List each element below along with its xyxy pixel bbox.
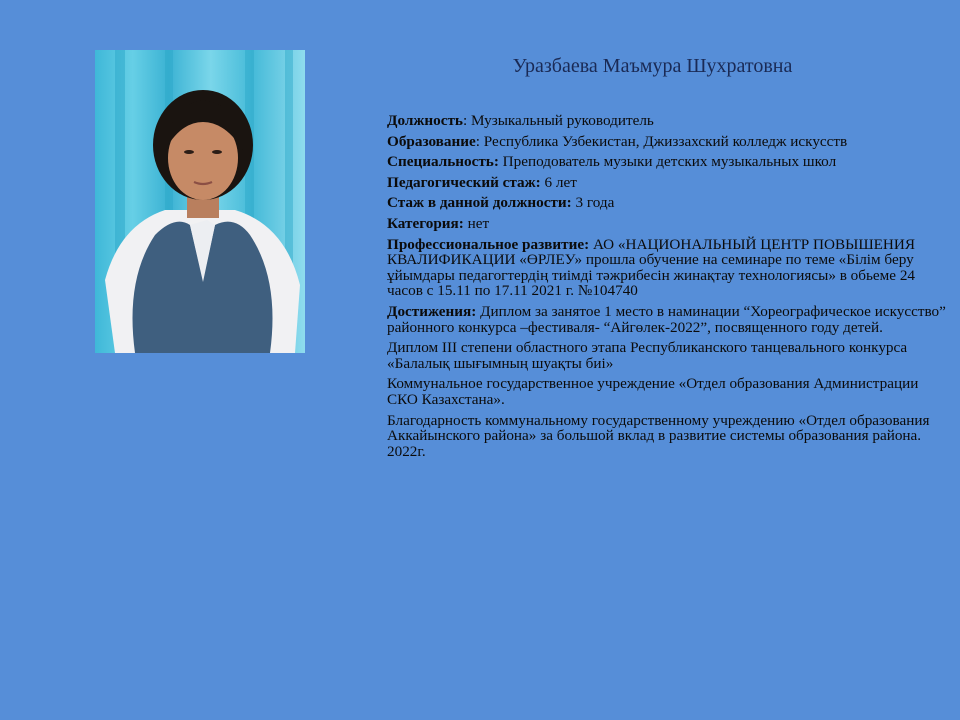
field-value: Преподователь музыки детских музыкальных школ (502, 153, 837, 171)
person-name: Уразбаева Маъмура Шухратовна (512, 55, 793, 77)
field-position-experience (387, 195, 947, 211)
field-value: нет (467, 214, 490, 232)
achievement-item: Коммунальное государственное учреждение «Отдел образования Администрации СКО Казахстана». (387, 375, 919, 408)
field-label: Достижения: (387, 302, 477, 320)
field-value: Республика Узбекистан, Джиззахский колледж искусств (483, 132, 848, 150)
achievement-item: Диплом III степени областного этапа Республиканского танцевального конкурса «Балалық шығымның шуақты биі» (387, 339, 908, 372)
field-value: 3 года (575, 194, 615, 212)
field-label: Специальность: (387, 153, 499, 171)
field-teaching-experience (387, 175, 947, 191)
field-label: Стаж в данной должности: (387, 194, 572, 212)
achievement-item: Благодарность коммунальному государственному учреждению «Отдел образования Аккайынского района» за большой вклад в развитие системы образования района. 2022г. (387, 411, 930, 460)
field-label: Образование (387, 132, 476, 150)
field-achievements (387, 304, 947, 335)
field-value: 6 лет (544, 173, 577, 191)
person-photo (95, 50, 305, 353)
field-label: Педагогический стаж: (387, 173, 541, 191)
field-specialty (387, 154, 947, 170)
field-education: Образование: Республика Узбекистан, Джиззахский колледж искусств (387, 132, 848, 150)
field-label: Профессиональное развитие: (387, 235, 590, 253)
person-portrait-icon (95, 50, 305, 353)
field-value: Диплом за занятое 1 место в наминации “Хореографическое искусство” районного конкурса –фестиваля- “Айгөлек-2022”, посвященного году детей. (387, 302, 946, 336)
field-professional-development (387, 237, 947, 299)
field-label: Должность (387, 112, 463, 129)
field-label: Категория: (387, 214, 464, 232)
field-value: АО «НАЦИОНАЛЬНЫЙ ЦЕНТР ПОВЫШЕНИЯ КВАЛИФИКАЦИИ «ӨРЛЕУ» прошла обучение на семинаре по теме «Білім беру ұйымдары педагогтердің тиімді тәжрибесін жинақтау технологиясы» в обьеме 24 часов с 15.11 по 17.11 2021 г. №104740 (387, 235, 916, 300)
field-category (387, 216, 947, 232)
field-value: Музыкальный руководитель (470, 112, 654, 129)
info-block (387, 113, 947, 464)
field-position: Должность: Музыкальный руководитель (387, 112, 654, 129)
